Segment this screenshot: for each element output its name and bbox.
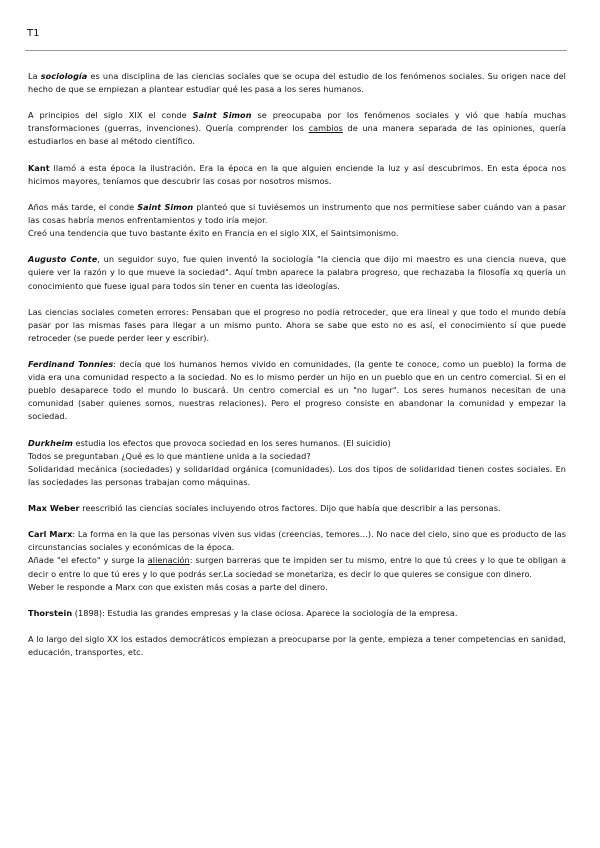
text: La <box>28 71 41 81</box>
term-durkheim: Durkheim <box>28 437 73 448</box>
paragraph-errores: Las ciencias sociales cometen errores: Pensaban que el progreso no podía retroceder, que era lineal y que todo el mundo debía pasar por las mismas fases para llegar a un mismo punto. Ahora se sabe que esto no es así, el conocimiento sí que puede retroceder (se puede perder leer y escribir). <box>28 306 566 343</box>
paragraph-siglo-xx: A lo largo del siglo XX los estados democráticos empiezan a preocuparse por la gente, empieza a tener competencias en sanidad, educación, transportes, etc. <box>28 634 566 658</box>
text: (1898): Estudia las grandes empresas y la clase ociosa. Aparece la sociología de la empresa. <box>72 607 458 618</box>
text: Añade "el efecto" y surge la <box>28 555 148 566</box>
text: : decía que los humanos hemos vivido en comunidades, (la gente te conoce, como un pueblo) la forma de vida era una comunidad respecto a la sociedad. No es lo mismo perder un hijo en un pueblo que en un centro comercial. Si en el pueblo desaparece todo el mundo lo buscará. Un centro comercial es un "no lugar". Los seres humanos necesitan de una comunidad (saber quienes somos, nuestras relaciones). Pero el progreso consiste en abandonar la comunidad y empezar la sociedad. <box>28 359 566 422</box>
paragraph-max-weber <box>28 502 566 515</box>
paragraph-thorstein <box>28 607 566 620</box>
text: estudia los efectos que provoca sociedad en los seres humanos. (El suicidio) <box>72 437 391 448</box>
paragraph-saint-simon-2 <box>28 201 566 240</box>
text-line: Solidaridad mecánica (sociedades) y solidaridad orgánica (comunidades). Los dos tipos de solidaridad tienen costes sociales. En las sociedades las personas trabajan como máquinas. <box>28 463 566 487</box>
text: planteó que si tuviésemos un instrumento que nos permitiese saber cuándo van a pasar las cosas habría menos enfrentamientos y todo iría mejor. <box>28 201 566 226</box>
underlined-alienacion: alienación <box>147 555 190 566</box>
paragraph-carl-marx <box>28 528 566 593</box>
text: : surgen barreras que te impiden ser tu mismo, entre lo que tú crees y lo que te obligan a decir o entre lo que tú eres y lo que podrás ser.La sociedad se monetariza, es decir lo que quieres se consigue con dinero. <box>28 555 566 579</box>
term-ferdinand-tonnies: Ferdinand Tonnies <box>28 359 114 370</box>
paragraph-sociologia <box>28 70 566 96</box>
paragraph-saint-simon <box>28 109 566 148</box>
term-augusto-conte: Augusto Conte <box>28 254 98 265</box>
term-saint-simon: Saint Simon <box>192 110 252 121</box>
text: Años más tarde, el conde <box>28 201 138 212</box>
term-max-weber: Max Weber <box>28 503 80 514</box>
text: llamó a esta época la ilustración. Era la época en la que alguien enciende la luz y así descubrimos. En esta época nos hicimos mayores, teníamos que descubrir las cosas por nosotros mismos. <box>28 162 566 186</box>
paragraph-durkheim <box>28 437 566 489</box>
document-body <box>28 70 566 672</box>
term-thorstein: Thorstein <box>28 607 73 618</box>
paragraph-kant <box>28 162 566 188</box>
term-kant: Kant <box>28 162 50 173</box>
text: A principios del siglo XIX el conde <box>28 110 193 121</box>
text: : La forma en la que las personas viven sus vidas (creencias, temores…). No nace del cielo, sino que es producto de las circunstancias sociales y económicas de la época. <box>28 529 566 553</box>
text: es una disciplina de las ciencias sociales que se ocupa del estudio de los fenómenos sociales. Su origen nace del hecho de que se empiezan a plantear estudiar qué les pasa a los seres humanos. <box>28 71 566 95</box>
text: se preocupaba por los fenómenos sociales y vió que había muchas transformaciones (guerras, invenciones). Quería comprender los <box>28 110 566 134</box>
term-saint-simon: Saint Simon <box>137 201 194 212</box>
text-line: Creó una tendencia que tuvo bastante éxito en Francia en el siglo XIX, el Saintsimonismo. <box>28 228 399 239</box>
paragraph-augusto-conte <box>28 253 566 292</box>
paragraph-tonnies <box>28 358 566 423</box>
text-line: Weber le responde a Marx con que existen más cosas a parte del dinero. <box>28 581 328 592</box>
page-label: T1 <box>27 28 40 39</box>
text: reescribió las ciencias sociales incluyendo otros factores. Dijo que había que describir a las personas. <box>79 503 501 514</box>
text: , un seguidor suyo, fue quien inventó la sociología "la ciencia que dijo mi maestro es una ciencia nueva, que quiere ver la razón y lo que mueve la sociedad". Aquí tmbn aparece la palabra progreso, que rechazaba la filosofía xq quería un conocimiento que fuese igual para todos sin tener en cuenta las ideologías. <box>28 254 566 291</box>
term-carl-marx: Carl Marx <box>28 529 73 540</box>
underlined-cambios: cambios <box>308 123 343 134</box>
header-divider <box>25 50 567 51</box>
term-sociologia: sociología <box>40 71 88 81</box>
text: de una manera separada de las opiniones, quería estudiarlos en base al método científico. <box>28 123 566 147</box>
text-line: Todos se preguntaban ¿Qué es lo que mantiene unida a la sociedad? <box>28 450 311 461</box>
